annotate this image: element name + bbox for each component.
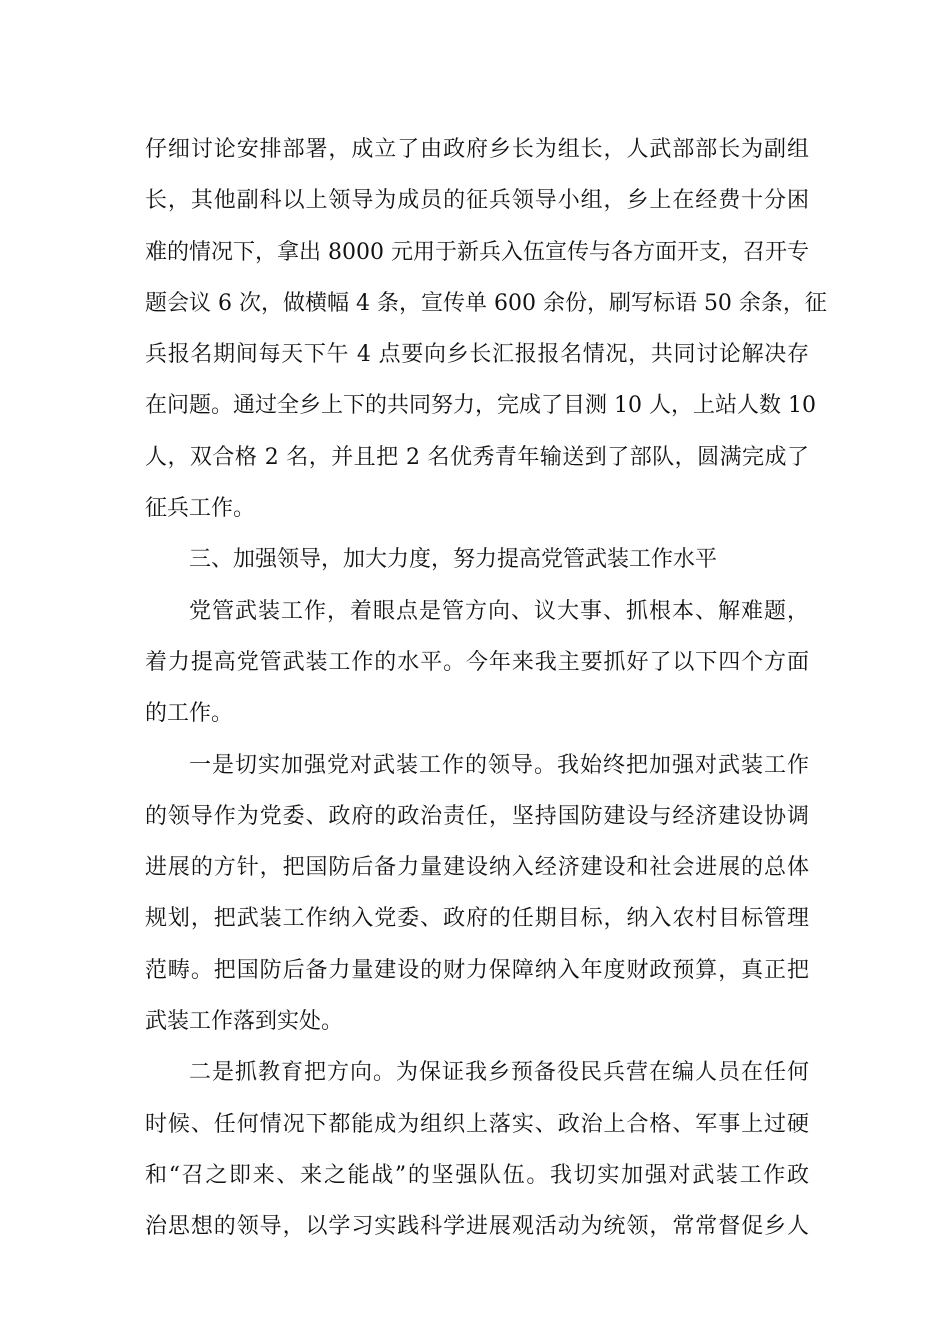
text-line: 治思想的领导，以学习实践科学进展观活动为统领，常常督促乡人 <box>145 1214 809 1240</box>
text-line: 党管武装工作，着眼点是管方向、议大事、抓根本、解难题， <box>189 598 809 624</box>
paragraph-point-one <box>145 740 809 1048</box>
text-line: 难的情况下，拿出 8000 元用于新兵入伍宣传与各方面开支，召开专 <box>145 239 809 265</box>
text-line: 着力提高党管武装工作的水平。今年来我主要抓好了以下四个方面 <box>145 649 809 675</box>
text-line: 二是抓教育把方向。为保证我乡预备役民兵营在编人员在任何 <box>189 1060 809 1086</box>
section-heading-three <box>145 534 809 585</box>
text-line: 兵报名期间每天下午 4 点要向乡长汇报报名情况，共同讨论解决存 <box>145 342 809 368</box>
section-heading: 三、加强领导，加大力度，努力提高党管武装工作水平 <box>189 547 718 573</box>
paragraph-point-two <box>145 1047 809 1252</box>
text-line: 武装工作落到实处。 <box>145 1009 344 1035</box>
text-line: 的工作。 <box>145 701 234 727</box>
text-line: 一是切实加强党对武装工作的领导。我始终把加强对武装工作 <box>189 752 809 778</box>
text-line: 仔细讨论安排部署，成立了由政府乡长为组长，人武部部长为副组 <box>145 137 809 162</box>
document-body <box>145 124 827 1253</box>
text-line: 的领导作为党委、政府的政治责任，坚持国防建设与经济建设协调 <box>145 803 809 829</box>
text-line: 征兵工作。 <box>145 496 256 522</box>
text-line: 范畴。把国防后备力量建设的财力保障纳入年度财政预算，真正把 <box>145 957 809 983</box>
text-line: 人，双合格 2 名，并且把 2 名优秀青年输送到了部队，圆满完成了 <box>145 444 809 470</box>
text-line: 规划，把武装工作纳入党委、政府的任期目标，纳入农村目标管理 <box>145 906 809 932</box>
text-line: 在问题。通过全乡上下的共同努力，完成了目测 10 人，上站人数 10 <box>145 393 816 419</box>
text-line: 时候、任何情况下都能成为组织上落实、政治上合格、军事上过硬 <box>145 1111 809 1137</box>
text-line: 题会议 6 次，做横幅 4 条，宣传单 600 余份，刷写标语 50 余条，征 <box>145 290 827 316</box>
text-line: 长，其他副科以上领导为成员的征兵领导小组，乡上在经费十分困 <box>145 188 809 214</box>
text-line: 进展的方针，把国防后备力量建设纳入经济建设和社会进展的总体 <box>145 855 809 881</box>
text-line: 和“召之即来、来之能战”的坚强队伍。我切实加强对武装工作政 <box>145 1162 809 1188</box>
paragraph-conscription-work <box>145 124 827 534</box>
paragraph-party-armed-forces <box>145 586 809 740</box>
